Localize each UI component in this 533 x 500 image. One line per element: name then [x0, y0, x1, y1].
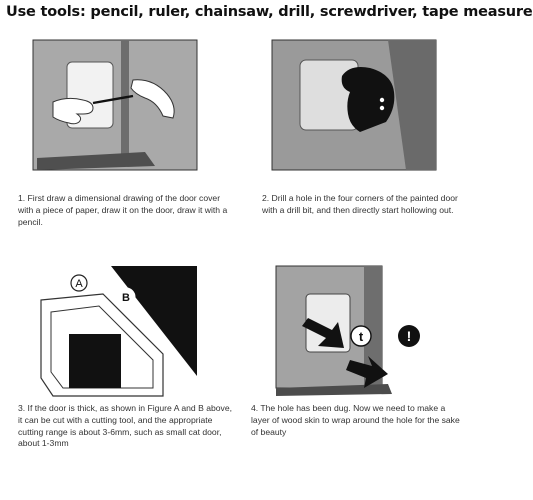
page-title: Use tools: pencil, ruler, chainsaw, drill, screwdriver, tape measure	[6, 4, 533, 20]
step-3-illustration	[33, 266, 197, 396]
step-1-caption: 1. First draw a dimensional drawing of the door cover with a piece of paper, draw it on the door, draw it with a pencil.	[18, 193, 228, 227]
label-b-text: B	[122, 292, 130, 304]
drill-detail	[380, 98, 384, 102]
label-a-text: A	[75, 278, 83, 290]
tool-badge-text: t	[358, 329, 364, 344]
step-1-illustration	[33, 40, 197, 170]
step-3-caption: 3. If the door is thick, as shown in Figure A and B above, it can be cut with a cutting tool, and the appropriate cutting range is about 3-6mm, such as small cat door, about 1-3mm	[18, 403, 233, 449]
step-2-illustration	[272, 40, 436, 170]
cut-region	[69, 334, 121, 388]
drill-detail	[380, 106, 384, 110]
step-4-illustration	[272, 266, 436, 396]
step-2-caption: 2. Drill a hole in the four corners of the painted door with a drill bit, and then directly start hollowing out.	[262, 193, 458, 215]
alert-icon-text: !	[406, 328, 412, 344]
step-4-caption: 4. The hole has been dug. Now we need to make a layer of wood skin to wrap around the hole for the sake of beauty	[251, 403, 460, 437]
